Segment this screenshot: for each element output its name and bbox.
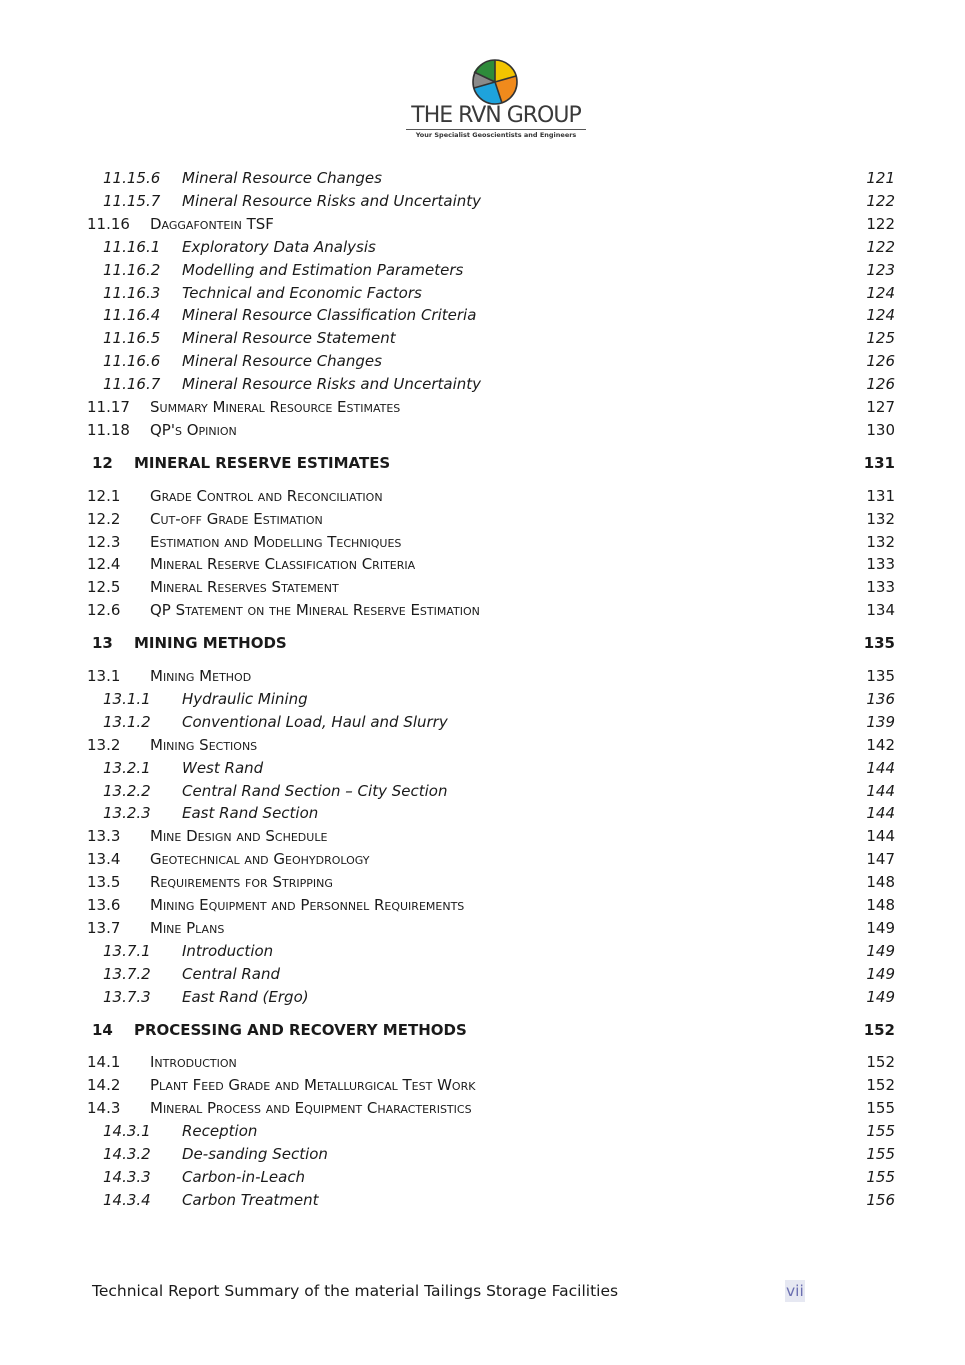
- toc-entry-number: 14.1: [87, 1053, 121, 1072]
- toc-entry-title: Mineral Reserves Statement: [150, 578, 339, 597]
- toc-entry-title: Reception: [182, 1122, 258, 1141]
- toc-entry-page: 144: [866, 804, 895, 823]
- toc-entry-number: 13.7.1: [103, 941, 151, 960]
- toc-entry[interactable]: [0, 213, 965, 235]
- toc-entry-title: Cut-off Grade Estimation: [150, 509, 323, 528]
- toc-entry-title: Mine Design and Schedule: [150, 827, 328, 846]
- toc-entry-number: 12.6: [87, 601, 121, 620]
- toc-entry[interactable]: [0, 802, 965, 824]
- toc-entry-page: 144: [866, 758, 895, 777]
- toc-entry-page: 148: [866, 873, 895, 892]
- toc-entry-page: 152: [866, 1076, 895, 1095]
- toc-entry[interactable]: [0, 1189, 965, 1211]
- toc-entry-title: East Rand (Ergo): [182, 987, 309, 1006]
- toc-entry-page: 152: [866, 1053, 895, 1072]
- toc-entry[interactable]: [0, 848, 965, 870]
- footer-report-title: Technical Report Summary of the material Tailings Storage Facilities: [92, 1282, 619, 1300]
- toc-entry-title: West Rand: [182, 758, 264, 777]
- toc-entry-title: Introduction: [182, 941, 274, 960]
- toc-entry-page: 126: [866, 352, 895, 371]
- toc-entry[interactable]: [0, 167, 965, 189]
- toc-entry-page: 149: [866, 918, 895, 937]
- toc-entry-title: Estimation and Modelling Techniques: [150, 532, 402, 551]
- toc-entry[interactable]: [0, 1051, 965, 1073]
- toc-entry-number: 12.4: [87, 555, 121, 574]
- toc-entry[interactable]: [0, 327, 965, 349]
- logo-tagline: Your Specialist Geoscientists and Engineers: [415, 131, 577, 139]
- toc-entry-number: 11.15.7: [103, 191, 161, 210]
- toc-entry-number: 14.2: [87, 1076, 121, 1095]
- toc-entry-title: Mineral Resource Classification Criteria: [182, 306, 477, 325]
- toc-entry-page: 127: [866, 398, 895, 416]
- toc-entry-page: 155: [866, 1122, 895, 1141]
- toc-entry[interactable]: [0, 259, 965, 281]
- toc-entry[interactable]: [0, 373, 965, 395]
- toc-entry-number: 11.16.5: [103, 329, 161, 348]
- toc-entry[interactable]: [0, 940, 965, 962]
- logo-divider: [406, 129, 586, 130]
- toc-entry-number: 13.7: [87, 918, 121, 937]
- toc-entry[interactable]: [0, 917, 965, 939]
- toc-entry[interactable]: [0, 508, 965, 530]
- toc-entry-page: 142: [866, 735, 895, 754]
- toc-entry-title: Modelling and Estimation Parameters: [182, 260, 464, 279]
- toc-entry-title: QP Statement on the Mineral Reserve Estimation: [150, 601, 480, 620]
- toc-entry-title: Plant Feed Grade and Metallurgical Test Work: [150, 1076, 476, 1095]
- toc-entry-page: 126: [866, 375, 895, 394]
- toc-entry[interactable]: [0, 871, 965, 893]
- toc-entry-title: Mining Sections: [150, 735, 258, 754]
- toc-entry-title: Requirements for Stripping: [150, 873, 333, 892]
- toc-entry-title: MINING METHODS: [134, 634, 287, 653]
- company-logo: [404, 58, 588, 144]
- toc-entry-number: 14.3.4: [103, 1190, 151, 1209]
- toc-entry-title: Mineral Reserve Classification Criteria: [150, 555, 416, 574]
- toc-entry-title: Central Rand: [182, 964, 281, 983]
- toc-entry-page: 156: [866, 1190, 895, 1209]
- toc-entry-number: 13.1: [87, 667, 121, 685]
- toc-entry[interactable]: [0, 963, 965, 985]
- toc-entry-title: De-sanding Section: [182, 1145, 328, 1163]
- toc-entry[interactable]: [0, 986, 965, 1008]
- toc-entry-page: 135: [863, 634, 895, 653]
- toc-entry[interactable]: [0, 236, 965, 258]
- toc-entry[interactable]: [0, 734, 965, 756]
- toc-entry-title: Geotechnical and Geohydrology: [150, 850, 370, 869]
- toc-entry-title: Central Rand Section – City Section: [182, 781, 448, 800]
- toc-entry-number: 13.7.3: [103, 987, 151, 1006]
- toc-entry-number: 12: [92, 453, 113, 472]
- toc-entry-title: Conventional Load, Haul and Slurry: [182, 712, 448, 731]
- toc-entry-page: 155: [866, 1167, 895, 1186]
- toc-chapter-entry[interactable]: [0, 632, 965, 654]
- toc-entry[interactable]: [0, 553, 965, 575]
- toc-entry-title: Daggafontein TSF: [150, 214, 274, 233]
- toc-entry-title: Introduction: [150, 1053, 237, 1072]
- toc-entry-number: 12.1: [87, 486, 121, 505]
- toc-entry-page: 149: [866, 941, 895, 960]
- toc-entry-number: 12.2: [87, 509, 121, 528]
- toc-entry-number: 14.3.1: [103, 1122, 151, 1141]
- toc-entry-number: 14.3: [87, 1099, 121, 1118]
- toc-entry[interactable]: [0, 190, 965, 212]
- toc-entry-number: 11.16.6: [103, 352, 161, 371]
- toc-entry-page: 139: [866, 712, 895, 731]
- toc-entry[interactable]: [0, 1074, 965, 1096]
- toc-entry-page: 125: [866, 329, 895, 348]
- toc-entry-title: Mineral Resource Changes: [182, 169, 382, 187]
- toc-entry-number: 11.16.7: [103, 375, 161, 394]
- toc-entry-page: 124: [866, 306, 895, 325]
- toc-entry[interactable]: [0, 894, 965, 916]
- toc-entry[interactable]: [0, 1120, 965, 1142]
- toc-entry-number: 11.16.1: [103, 237, 161, 256]
- toc-entry-title: Mineral Resource Statement: [182, 329, 396, 348]
- toc-entry-number: 14.3.2: [103, 1145, 151, 1163]
- toc-entry[interactable]: [0, 665, 965, 687]
- toc-entry-page: 155: [866, 1145, 895, 1163]
- toc-entry-page: 149: [866, 964, 895, 983]
- logo-emblem-icon: [470, 58, 520, 106]
- toc-entry[interactable]: [0, 282, 965, 304]
- toc-entry-page: 124: [866, 283, 895, 302]
- toc-entry-page: 132: [866, 532, 895, 551]
- toc-entry-page: 122: [866, 237, 895, 256]
- toc-entry-title: Carbon Treatment: [182, 1190, 319, 1209]
- toc-entry[interactable]: [0, 396, 965, 418]
- toc-entry-number: 12.3: [87, 532, 121, 551]
- toc-entry-number: 11.17: [87, 398, 130, 416]
- toc-entry-page: 131: [866, 486, 895, 505]
- toc-entry-page: 149: [866, 987, 895, 1006]
- toc-entry-title: Mine Plans: [150, 918, 225, 937]
- toc-entry-page: 148: [866, 896, 895, 914]
- toc-entry[interactable]: [0, 688, 965, 710]
- toc-entry-title: Mineral Resource Risks and Uncertainty: [182, 375, 481, 394]
- toc-entry-title: Hydraulic Mining: [182, 689, 308, 708]
- toc-entry[interactable]: [0, 576, 965, 598]
- toc-entry-title: Carbon-in-Leach: [182, 1167, 306, 1186]
- toc-entry-number: 13.7.2: [103, 964, 151, 983]
- toc-entry-number: 13: [92, 634, 113, 653]
- toc-entry-number: 13.6: [87, 896, 121, 914]
- toc-entry-title: PROCESSING AND RECOVERY METHODS: [134, 1020, 467, 1039]
- toc-entry-number: 11.15.6: [103, 169, 161, 187]
- toc-entry-page: 122: [866, 191, 895, 210]
- toc-entry-title: Mineral Resource Changes: [182, 352, 382, 371]
- toc-entry[interactable]: [0, 1143, 965, 1165]
- toc-entry-number: 11.16.2: [103, 260, 161, 279]
- toc-entry-title: Summary Mineral Resource Estimates: [150, 398, 401, 416]
- toc-entry-title: Mining Equipment and Personnel Requirements: [150, 896, 465, 914]
- toc-entry-number: 13.1.2: [103, 712, 151, 731]
- toc-entry-number: 13.2: [87, 735, 121, 754]
- toc-entry[interactable]: [0, 350, 965, 372]
- toc-entry[interactable]: [0, 599, 965, 621]
- toc-entry[interactable]: [0, 757, 965, 779]
- toc-entry-number: 13.2.1: [103, 758, 151, 777]
- toc-entry-title: Technical and Economic Factors: [182, 283, 422, 302]
- footer-page-number: vii: [786, 1282, 804, 1300]
- toc-entry-page: 147: [866, 850, 895, 869]
- toc-entry-number: 13.2.2: [103, 781, 151, 800]
- toc-entry[interactable]: [0, 531, 965, 553]
- toc-entry-page: 132: [866, 509, 895, 528]
- toc-entry-page: 144: [866, 827, 895, 846]
- toc-entry-page: 133: [866, 555, 895, 574]
- toc-entry[interactable]: [0, 1166, 965, 1188]
- toc-entry-page: 131: [863, 453, 895, 472]
- toc-entry-title: QP's Opinion: [150, 420, 237, 439]
- toc-entry-title: Mineral Process and Equipment Characteristics: [150, 1099, 472, 1118]
- toc-entry-page: 121: [866, 169, 895, 187]
- toc-entry-page: 144: [866, 781, 895, 800]
- toc-entry-page: 152: [863, 1020, 895, 1039]
- toc-entry[interactable]: [0, 1097, 965, 1119]
- toc-entry-number: 14.3.3: [103, 1167, 151, 1186]
- toc-entry-number: 13.4: [87, 850, 121, 869]
- toc-entry-page: 122: [866, 214, 895, 233]
- toc-entry-number: 11.16: [87, 214, 130, 233]
- toc-entry-number: 13.1.1: [103, 689, 151, 708]
- toc-entry[interactable]: [0, 711, 965, 733]
- toc-entry[interactable]: [0, 419, 965, 441]
- toc-entry[interactable]: [0, 485, 965, 507]
- toc-entry[interactable]: [0, 304, 965, 326]
- toc-entry[interactable]: [0, 780, 965, 802]
- toc-entry-title: East Rand Section: [182, 804, 319, 823]
- toc-entry-title: Grade Control and Reconciliation: [150, 486, 383, 505]
- toc-entry-number: 11.16.3: [103, 283, 161, 302]
- toc-entry[interactable]: [0, 825, 965, 847]
- toc-entry-page: 135: [866, 667, 895, 685]
- toc-entry-title: Exploratory Data Analysis: [182, 237, 376, 256]
- toc-entry-number: 12.5: [87, 578, 121, 597]
- toc-entry-number: 14: [92, 1020, 113, 1039]
- toc-entry-page: 123: [866, 260, 895, 279]
- toc-entry-number: 11.18: [87, 420, 130, 439]
- toc-entry-page: 155: [866, 1099, 895, 1118]
- toc-entry-page: 134: [866, 601, 895, 620]
- toc-entry-title: Mining Method: [150, 667, 252, 685]
- toc-entry-page: 133: [866, 578, 895, 597]
- toc-entry-page: 130: [866, 420, 895, 439]
- toc-entry-number: 13.2.3: [103, 804, 151, 823]
- logo-wordmark: THE RVN GROUP: [411, 103, 581, 128]
- toc-chapter-entry[interactable]: [0, 1019, 965, 1041]
- toc-entry-title: Mineral Resource Risks and Uncertainty: [182, 191, 481, 210]
- toc-chapter-entry[interactable]: [0, 452, 965, 474]
- toc-entry-number: 11.16.4: [103, 306, 161, 325]
- toc-entry-title: MINERAL RESERVE ESTIMATES: [134, 453, 391, 472]
- toc-entry-number: 13.5: [87, 873, 121, 892]
- toc-entry-page: 136: [866, 689, 895, 708]
- toc-entry-number: 13.3: [87, 827, 121, 846]
